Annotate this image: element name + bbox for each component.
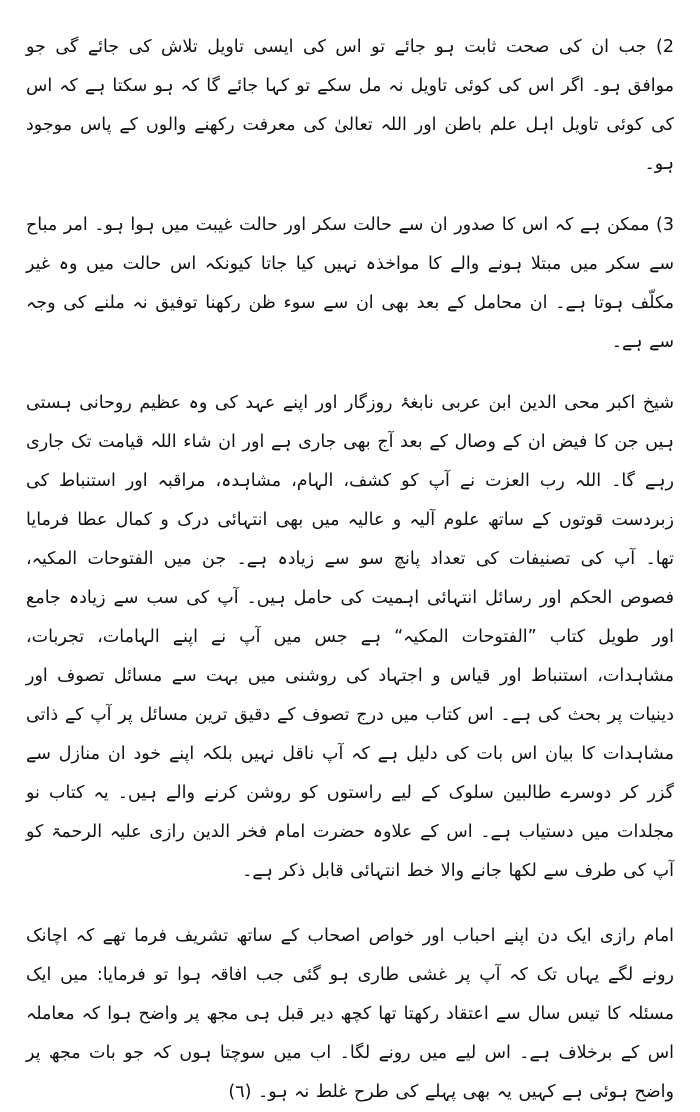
paragraph-imam-razi: امام رازی ایک دن اپنے احباب اور خواص اصحاب کے ساتھ تشریف فرما تھے کہ اچانک رونے لگے یہاں تک کہ آپ پر غشی طاری ہو گئی جب افاقہ ہوا تو فرمایا: میں ایک مسئلہ کا تیس سال سے اعتقاد رکھتا تھا کچھ دیر قبل ہی مجھ پر واضح ہوا کہ معاملہ اس کے برخلاف ہے۔ اس لیے میں رونے لگا۔ اب میں سوچتا ہوں کہ جو بات مجھ پر واضح ہوئی ہے کہیں یہ بھی پہلے کی طرح غلط نہ ہو۔ (٦) [26,926,674,1102]
paragraph-point-3: 3) ممکن ہے کہ اس کا صدور ان سے حالت سکر اور حالت غیبت میں ہوا ہو۔ امر مباح سے سکر میں مبتلا ہونے والے کا مواخذہ نہیں کیا جاتا کیونکہ اس حالت میں وہ غیر مکلّف ہوتا ہے۔ ان محامل کے بعد بھی ان سے سوء ظن رکھنا توفیق نہ ملنے کی وجہ سے ہے۔ [26,215,674,352]
paragraph-ibn-arabi: شیخ اکبر محی الدین ابن عربی نابغۂ روزگار اور اپنے عہد کی وہ عظیم روحانی ہستی ہیں جن کا فیض ان کے وصال کے بعد آج بھی جاری ہے اور ان شاء اللہ قیامت تک جاری رہے گا۔ اللہ رب العزت نے آپ کو کشف، الہام، مشاہدہ، مراقبہ اور استنباط کی زبردست قوتوں کے ساتھ علوم آلیہ و عالیہ میں بھی انتہائی درک و کمال عطا فرمایا تھا۔ آپ کی تصنیفات کی تعداد پانچ سو سے زیادہ ہے۔ جن میں الفتوحات المکیہ، فصوص الحکم اور رسائل انتہائی اہمیت کی حامل ہیں۔ آپ کی سب سے زیادہ جامع اور طویل کتاب ”الفتوحات المکیہ“ ہے جس میں آپ نے اپنے الہامات، تجربات، مشاہدات، استنباط اور قیاس و اجتہاد کی روشنی میں بہت سے مسائل تصوف اور دینیات پر بحث کی ہے۔ اس کتاب میں درج تصوف کے دقیق ترین مسائل پر آپ کے ذاتی مشاہدات کا بیان اس بات کی دلیل ہے کہ آپ ناقل نہیں بلکہ اپنے خود ان منازل سے گزر کر دوسرے طالبین سلوک کے لیے راستوں کو روشن کرنے والے ہیں۔ یہ کتاب نو مجلدات میں دستیاب ہے۔ اس کے علاوہ حضرت امام فخر الدین رازی علیہ الرحمۃ کو آپ کی طرف سے لکھا جانے والا خط انتہائی قابل ذکر ہے۔ [26,393,674,881]
paragraph-point-2: 2) جب ان کی صحت ثابت ہو جائے تو اس کی ایسی تاویل تلاش کی جائے گی جو موافق ہو۔ اگر اس کی کوئی تاویل نہ مل سکے تو کہا جائے گا کہ ہو سکتا ہے کہ اس کی کوئی تاویل اہل علم باطن اور اللہ تعالیٰ کی معرفت رکھنے والوں کے پاس موجود ہو۔ [26,37,674,174]
